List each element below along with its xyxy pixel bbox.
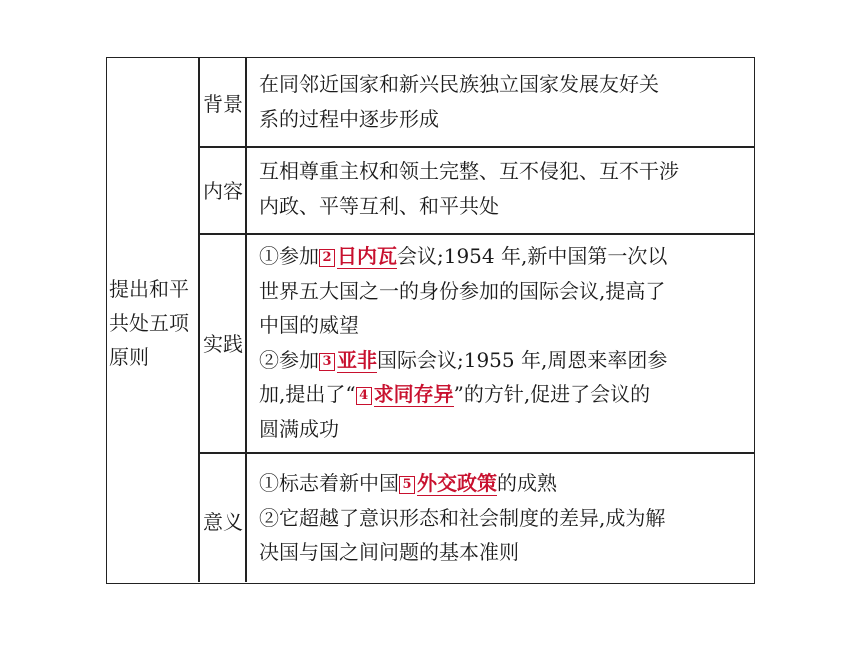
cell-line: 中国的威望 <box>259 313 359 337</box>
text-fragment: ②参加 <box>259 347 319 372</box>
cell-line: 系的过程中逐步形成 <box>259 106 439 131</box>
main-topic-label <box>109 272 199 374</box>
text-fragment: 会议;1954 年,新中国第一次以 <box>397 244 668 268</box>
column-divider-2 <box>245 58 247 582</box>
cell-line <box>259 343 749 378</box>
answer-seek-common-ground: 求同存异 <box>373 382 454 406</box>
main-label-line: 原则 <box>109 345 149 369</box>
cell-line: 互相尊重主权和领土完整、互不侵犯、互不干涉 <box>259 159 679 183</box>
answer-asia-africa: 亚非 <box>337 347 377 372</box>
text-fragment: ①标志着新中国 <box>259 471 399 495</box>
cell-line <box>259 239 749 274</box>
row-divider-1 <box>198 146 754 148</box>
principles-table <box>106 57 755 584</box>
cell-line: ②它超越了意识形态和社会制度的差异,成为解 <box>259 505 666 530</box>
text-fragment: ①参加 <box>259 244 319 268</box>
cell-line: 圆满成功 <box>259 416 339 441</box>
main-label-line: 提出和平 <box>109 277 189 301</box>
row-divider-2 <box>198 233 754 235</box>
blank-number-2: 2 <box>319 249 335 267</box>
practice-cell <box>259 239 749 446</box>
main-label-line: 共处五项 <box>109 311 189 335</box>
cell-line: 决国与国之间问题的基本准则 <box>259 540 519 564</box>
row-label-content: 内容 <box>203 179 243 203</box>
row-label-background: 背景 <box>203 92 243 116</box>
row-divider-3 <box>198 452 754 454</box>
background-cell <box>259 67 749 136</box>
row-label-practice: 实践 <box>203 332 243 356</box>
blank-number-4: 4 <box>356 387 372 405</box>
answer-foreign-policy: 外交政策 <box>417 471 497 495</box>
cell-line: 内政、平等互利、和平共处 <box>259 193 499 218</box>
row-label-significance: 意义 <box>203 510 243 534</box>
cell-line <box>259 377 749 412</box>
blank-number-3: 3 <box>319 353 335 371</box>
content-cell <box>259 154 749 223</box>
answer-geneva: 日内瓦 <box>337 244 397 268</box>
cell-line: 世界五大国之一的身份参加的国际会议,提高了 <box>259 278 666 303</box>
cell-line <box>259 466 749 501</box>
text-fragment: ”的方针,促进了会议的 <box>453 382 651 406</box>
text-fragment: 的成熟 <box>497 471 557 495</box>
text-fragment: 加,提出了“ <box>259 382 356 406</box>
text-fragment: 国际会议;1955 年,周恩来率团参 <box>377 347 668 372</box>
significance-cell <box>259 466 749 570</box>
blank-number-5: 5 <box>399 476 415 494</box>
cell-line: 在同邻近国家和新兴民族独立国家发展友好关 <box>259 72 659 96</box>
